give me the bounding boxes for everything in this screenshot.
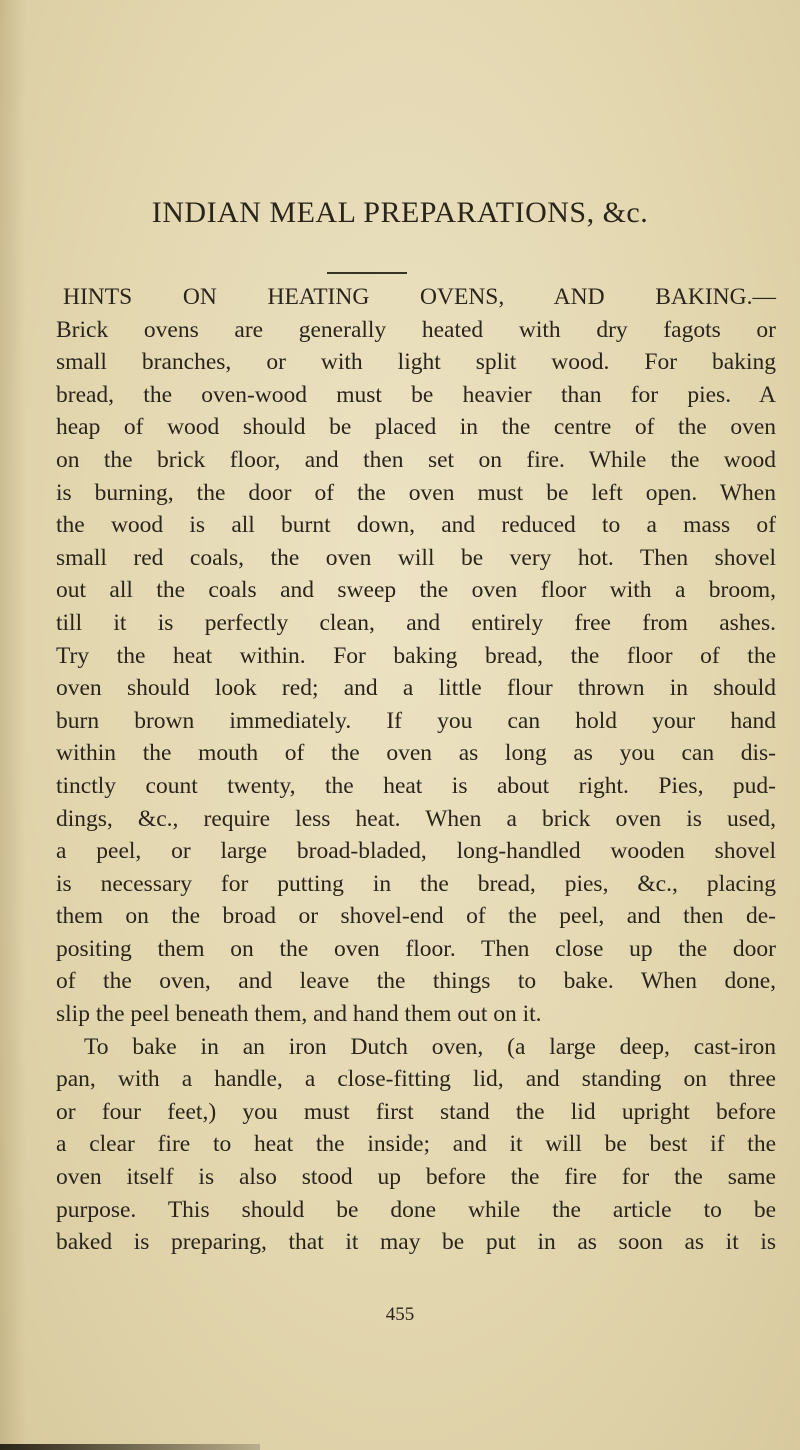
text-line: Brick ovens are generally heated with dry fagots or (56, 316, 776, 343)
text-line: small red coals, the oven will be very hot. Then shovel (56, 544, 776, 571)
text-line: bread, the oven-wood must be heavier than for pies. A (56, 381, 776, 408)
text-line: the wood is all burnt down, and reduced to a mass of (56, 512, 776, 539)
text-line: or four feet,) you must first stand the lid upright before (56, 1098, 776, 1125)
text-line: HINTS ON HEATING OVENS, AND BAKING.— (63, 284, 776, 310)
text-line: out all the coals and sweep the oven floor with a broom, (56, 577, 776, 604)
text-line: on the brick floor, and then set on fire. While the wood (56, 446, 776, 473)
text-line: small branches, or with light split wood. For baking (56, 349, 776, 376)
text-line: To bake in an iron Dutch oven, (a large deep, cast-iron (84, 1033, 776, 1060)
text-line: positing them on the oven floor. Then close up the door (56, 935, 776, 962)
text-line: is burning, the door of the oven must be left open. When (56, 479, 776, 506)
text-line: slip the peel beneath them, and hand them out on it. (56, 1001, 542, 1028)
paragraph-dutch-oven (56, 1031, 776, 1259)
running-head: INDIAN MEAL PREPARATIONS, &c. (151, 196, 649, 229)
text-line: Try the heat within. For baking bread, the floor of the (56, 642, 776, 669)
text-line: of the oven, and leave the things to bake. When done, (56, 968, 776, 995)
body-text (56, 281, 776, 1259)
text-line: till it is perfectly clean, and entirely free from ashes. (56, 609, 776, 636)
text-line: is necessary for putting in the bread, pies, &c., placing (56, 870, 776, 897)
title-rule (327, 272, 407, 274)
text-line: within the mouth of the oven as long as you can dis- (56, 740, 776, 767)
text-line: them on the broad or shovel-end of the peel, and then de- (56, 903, 776, 930)
text-line: pan, with a handle, a close-fitting lid, and standing on three (56, 1066, 776, 1093)
bottom-edge-mark (0, 1444, 260, 1450)
text-line: dings, &c., require less heat. When a brick oven is used, (56, 805, 776, 832)
text-line: tinctly count twenty, the heat is about right. Pies, pud- (56, 772, 776, 799)
text-line: baked is preparing, that it may be put in as soon as it is (56, 1229, 776, 1256)
paragraph-hints-on-heating-ovens (56, 281, 776, 1031)
page-number: 455 (385, 1304, 415, 1325)
text-line: oven itself is also stood up before the fire for the same (56, 1164, 776, 1191)
text-line: a clear fire to heat the inside; and it will be best if the (56, 1131, 776, 1158)
text-line: heap of wood should be placed in the centre of the oven (56, 414, 776, 441)
text-line: oven should look red; and a little flour thrown in should (56, 675, 776, 702)
text-line: purpose. This should be done while the article to be (56, 1196, 776, 1223)
text-line: burn brown immediately. If you can hold your hand (56, 707, 776, 734)
text-line: a peel, or large broad-bladed, long-handled wooden shovel (56, 838, 776, 865)
